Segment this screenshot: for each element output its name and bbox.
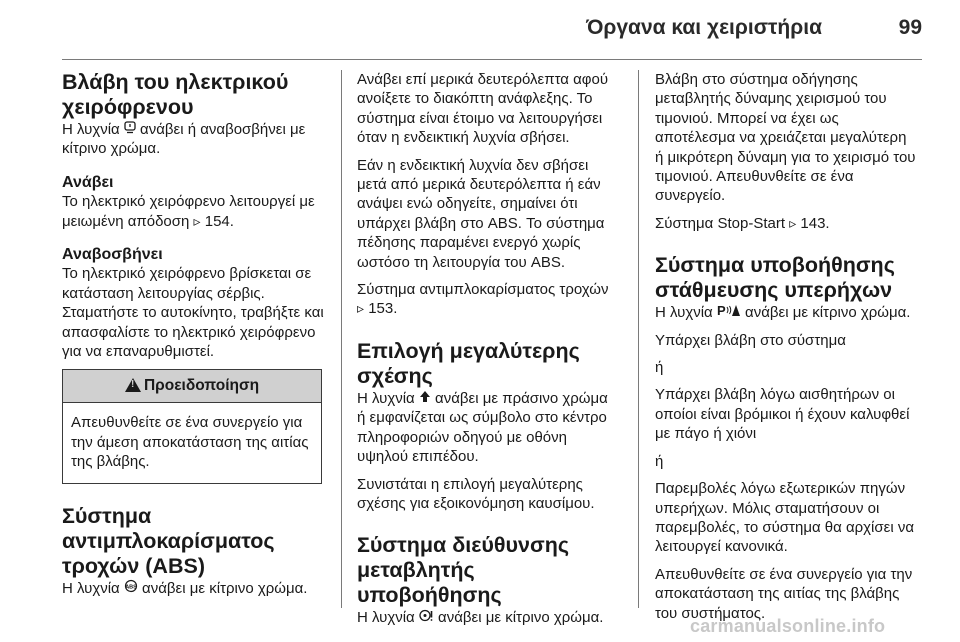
column-divider-2 xyxy=(638,70,639,608)
warning-body: Απευθυνθείτε σε ένα συνεργείο για την άμεση αποκατάσταση της αιτίας της βλάβης. xyxy=(71,414,309,471)
paragraph-on: Το ηλεκτρικό χειρόφρενο λειτουργεί με μειωμένη απόδοση ▹ 154. xyxy=(62,193,315,230)
parking-fault-2: Υπάρχει βλάβη λόγω αισθητήρων οι οποίοι είναι βρόμικοι ή έχουν καλυφθεί με πάγο ή χιόνι xyxy=(655,386,910,443)
svg-text:ABS: ABS xyxy=(125,583,137,590)
warning-box xyxy=(62,369,322,483)
warning-triangle-icon xyxy=(125,378,141,392)
header-title: Όργανα και χειριστήρια xyxy=(586,16,822,39)
section-heading-variable-steering: Σύστημα διεύθυνσης μεταβλητής υποβοήθησης xyxy=(357,533,570,608)
section-heading-parking-brake-fault: Βλάβη του ηλεκτρικού χειρόφρενου xyxy=(62,70,289,119)
watermark: carmanualsonline.info xyxy=(690,616,886,636)
or-separator-1: ή xyxy=(655,359,664,377)
parking-fault-3: Παρεμβολές λόγω εξωτερικών πηγών υπερήχων. Μόλις σταματήσουν οι παρεμβολές, το σύστημα θα αρχίσει να λειτουργεί κανονικά. xyxy=(655,480,915,556)
abs-reference: Σύστημα αντιμπλοκαρίσματος τροχών ▹ 153. xyxy=(357,281,609,318)
parking-paragraph-workshop: Απευθυνθείτε σε ένα συνεργείο για την αποκατάσταση της αιτίας της βλάβης του συστήματος. xyxy=(655,565,913,622)
abs-intro: Η λυχνία ABS ανάβει με κίτρινο χρώμα. xyxy=(62,579,308,597)
paragraph-flashing: Το ηλεκτρικό χειρόφρενο βρίσκεται σε κατάσταση λειτουργίας σέρβις. Σταματήστε το αυτοκίνητο, τραβήξτε και απασφαλίστε το ηλεκτρικό χειρόφρενο για να επαναρυθμιστεί. xyxy=(62,265,324,361)
parking-assist-intro: Η λυχνία P ανάβει με κίτρινο χρώμα. xyxy=(655,304,911,322)
column-3 xyxy=(655,70,917,623)
parking-sensor-icon xyxy=(717,304,741,319)
svg-text:P: P xyxy=(716,304,726,318)
subheading-on: Ανάβει xyxy=(62,173,114,191)
section-heading-upshift: Επιλογή μεγαλύτερης σχέσης xyxy=(357,338,580,388)
header-rule xyxy=(62,59,922,60)
upshift-arrow-icon xyxy=(419,390,431,405)
parking-fault-1: Υπάρχει βλάβη στο σύστημα xyxy=(655,331,846,349)
abs-paragraph-1: Ανάβει επί μερικά δευτερόλεπτα αφού ανοίξετε το διακόπτη ανάφλεξης. Το σύστημα είναι έτοιμο να λειτουργήσει όταν η ενδεικτική λυχνία σβήσει. xyxy=(357,71,609,147)
abs-icon xyxy=(124,579,138,595)
abs-paragraph-2: Εάν η ενδεικτική λυχνία δεν σβήσει μετά από μερικά δευτερόλεπτα ή εάν ανάψει ενώ οδηγείτε, σημαίνει ότι υπάρχει βλάβη στο ABS. Το σύστημα πέδησης παραμένει ενεργό χωρίς ωστόσο τη λειτουργία του ABS. xyxy=(357,156,605,271)
steering-intro: Η λυχνία ανάβει με κίτρινο χρώμα. xyxy=(357,609,604,627)
subheading-flashing: Αναβοσβήνει xyxy=(62,246,163,264)
parking-brake-intro: Η λυχνία ανάβει ή αναβοσβήνει με κίτρινο χρώμα. xyxy=(62,121,306,158)
upshift-paragraph-2: Συνιστάται η επιλογή μεγαλύτερης σχέσης για εξοικονόμηση καυσίμου. xyxy=(357,475,595,512)
steering-warning-icon xyxy=(124,121,136,136)
section-heading-parking-assist: Σύστημα υποβοήθησης στάθμευσης υπερήχων xyxy=(655,253,895,303)
column-divider-1 xyxy=(341,70,342,608)
column-2 xyxy=(357,70,619,628)
steering-paragraph-1: Βλάβη στο σύστημα οδήγησης μεταβλητής δύναμης χειρισμού του τιμονιού. Μπορεί να έχει ως αποτέλεσμα να χρειάζεται μεγαλύτερη ή μικρότερη δύναμη για το χειρισμό του τιμονιού. Απευθυνθείτε σε ένα συνεργείο. xyxy=(655,71,916,205)
page-number: 99 xyxy=(898,16,922,39)
stop-start-reference: Σύστημα Stop-Start ▹ 143. xyxy=(655,214,830,232)
page-reference-arrow-icon: ▹ xyxy=(789,214,797,231)
page-header xyxy=(0,0,960,60)
column-1 xyxy=(62,70,324,598)
steering-wheel-warning-icon xyxy=(419,609,434,624)
page-reference-arrow-icon: ▹ xyxy=(193,212,201,229)
warning-header: !Προειδοποίηση xyxy=(63,370,321,403)
section-heading-abs: Σύστημα αντιμπλοκαρίσματος τροχών (ABS) xyxy=(62,503,275,578)
upshift-intro: Η λυχνία ανάβει με πράσινο χρώμα ή εμφανίζεται ως σύμβολο στο κέντρο πληροφοριών οδηγού με οθόνη υψηλού επιπέδου. xyxy=(357,389,608,466)
or-separator-2: ή xyxy=(655,452,664,470)
page-reference-arrow-icon: ▹ xyxy=(357,300,365,317)
